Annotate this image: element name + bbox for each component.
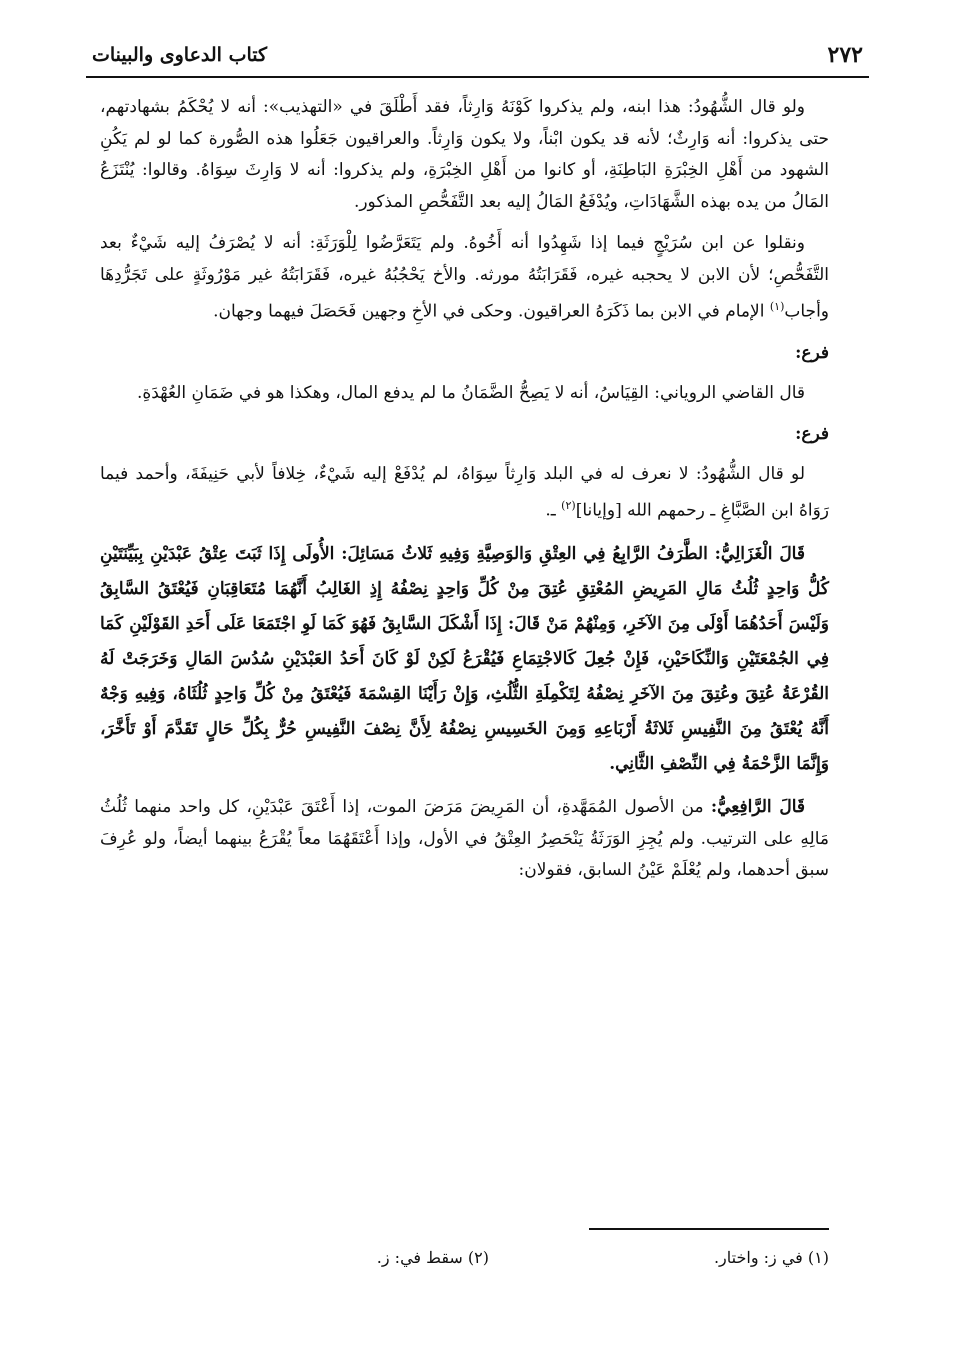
paragraph-4-text: لو قال الشُّهُودُ: لا نعرف له في البلد وَارِثاً سِوَاهُ، لم يُدْفَعْ إليه شَيْءٌ، خِلافاً لأبي حَنِيفَةَ، وأحمد فيما رَوَاهُ ابن الصَّبَّاغِ ـ رحمهم الله [وإيانا]	[100, 463, 829, 521]
ghazali-speaker: قَالَ الْغَزَالِيُّ:	[714, 544, 805, 565]
paragraph-4	[100, 459, 829, 528]
footnote-ref-1[interactable]: (١)	[769, 300, 785, 313]
paragraph-2-text: ونقلوا عن ابن سُرَيْجٍ فيما إذا شَهِدُوا أنه أَخُوهُ. ولم يَتَعَرَّضُوا لِلْوَرَثَةِ: أنه لا يُصْرَفُ إليه شَيْءٌ بعد التَّفَحُّصِ؛ لأن الابن لا يحجبه غيره، فَقَرَابَتُهُ مورثه. والأخ يَحْجُبُهُ غيره، فَقَرَابَتُهُ غير مَوْرُوثَةٍ على تَجَرُّدِهَا وأجاب	[100, 233, 829, 322]
paragraph-2-tail: الإمام في الابن بما ذَكَرَهُ العراقيون. وحكى في الأخِ وجهين فَحَصَلَ فيهما وجهان.	[213, 301, 765, 322]
paragraph-2	[100, 228, 829, 328]
rafii-speaker: قَالَ الرَّافِعِيُّ:	[710, 797, 806, 818]
paragraph-3: قال القاضي الروياني: القِيَاسُ، أنه لا يَصِحُّ الضَّمَانُ ما لم يدفع المال، وهكذا هو في ضَمَانِ العُهْدَةِ.	[136, 382, 805, 403]
book-title: كتاب الدعاوى والبينات	[92, 44, 268, 66]
page-number: ٢٧٢	[827, 42, 863, 68]
ghazali-matn	[100, 537, 829, 782]
paragraph-4-tail: ـ.	[545, 500, 556, 521]
rafii-text: من الأصول المُمَهَّدةِ، أن المَرِيضَ مَرَضَ الموت، إذا أَعْتَقَ عَبْدَيْنِ، كل واحد منهما ثُلُثُ مَالِهِ على الترتيب. ولم يُجِزِ الوَرَثَةُ يَنْحَصِرُ العِتْقُ في الأول، وإذا أَعْتَقَهُمَا معاً يُقْرَعُ بينهما أيضاً، ولو عُرِفَ سبق أحدهما، ولم يُعْلَمْ عَيْنُ السابق، فقولان:	[100, 797, 829, 881]
body-text	[100, 92, 829, 897]
footnote-2: (٢) سقط في: ز.	[376, 1248, 489, 1267]
branch-heading-1: فرع:	[795, 343, 829, 364]
running-header	[86, 36, 869, 78]
footnote-1: (١) في ز: واختار.	[713, 1248, 829, 1267]
ghazali-text: الطَّرَفُ الرَّابِعُ فِي العِتْقِ وَالوَصِيَّةِ وَفِيهِ ثَلاثُ مَسَائِلَ: الأُولَى إِذَا ثَبَتَ عِتْقُ عَبْدَيْنِ بِبَيِّنَتَيْنِ كُلُّ وَاحِدٍ ثُلُثُ مَالِ المَرِيضِ المُعْتِقِ عُتِقَ مِنْ كُلِّ وَاحِدٍ نِصْفُهُ إِذِ الغَالِبُ أَنَّهُمَا مُتَعَاقِبَانِ فَيُعْتَقُ السَّابِقُ وَلَيْسَ أَحَدُهُمَا أَوْلَى مِنَ الآخَرِ، وَمِنْهُمْ مَنْ قَالَ: إِذَا أَشْكَلَ السَّابِقُ فَهُوَ كَمَا لَوِ اجْتَمَعَا عَلَى أَحَدِ القَوْلَيْنِ كَمَا فِي الجُمْعَتَيْنِ وَالنِّكَاحَيْنِ، فَإِنْ جُعِلَ كَالاجْتِمَاعِ فَيُقْرَعُ لَكِنْ لَوْ كَانَ أَحَدُ العَبْدَيْنِ سُدُسَ المَالِ وَخَرَجَتْ لَهُ القُرْعَةُ عُتِقَ وعُتِقَ مِنَ الآخَرِ نِصْفُهُ لِتَكْمِلَةِ الثُّلُثِ، وَإِنْ رَأَيْنَا القِسْمَةَ فَيُعْتَقُ مِنْ كُلِّ وَاحِدٍ ثُلُثَاهُ، وَفِيهِ وَجْهٌ أَنَّهُ يُعْتَقُ مِنَ النَّفِيسِ ثَلاثَةُ أَرْبَاعِهِ وَمِنَ الخَسِيسِ نِصْفُهُ لِأَنَّ نِصْفَ النَّفِيسِ حُرٌّ بِكُلِّ حَالٍ تَقَدَّمَ أَوْ تَأَخَّرَ، وَإِنَّمَا الزَّحْمَةُ فِي النِّصْفِ الثَّانِي.	[100, 544, 829, 775]
paragraph-1: ولو قال الشُّهُودُ: هذا ابنه، ولم يذكروا كَوْنَهُ وَارِثاً، فقد أَطْلَقَ في «التهذيب»: أنه لا يُحْكَمُ بشهادتهم، حتى يذكروا: أنه وَارِثٌ؛ لأنه قد يكون ابْناً، ولا يكون وَارِثاً. والعراقيون جَعَلُوا هذه الصُّورة كما لو لم يَكُنِ الشهود من أَهْلِ الخِبْرَةِ البَاطِنَةِ، أو كانوا من أَهْلِ الخِبْرَةِ، ولم يذكروا: أنه لا وَارِثَ سِوَاهُ. وقالوا: يُنْتَزَعُ المَالُ من يده بهذه الشَّهَادَاتِ، ويُدْفَعُ المَالُ إليه بعد التَّفَحُّصِ المذكور.	[100, 97, 829, 212]
footnote-ref-2[interactable]: (٢)	[561, 499, 576, 513]
branch-heading-2: فرع:	[795, 424, 829, 445]
rafii-commentary	[100, 792, 829, 887]
footnote-divider	[589, 1228, 829, 1230]
